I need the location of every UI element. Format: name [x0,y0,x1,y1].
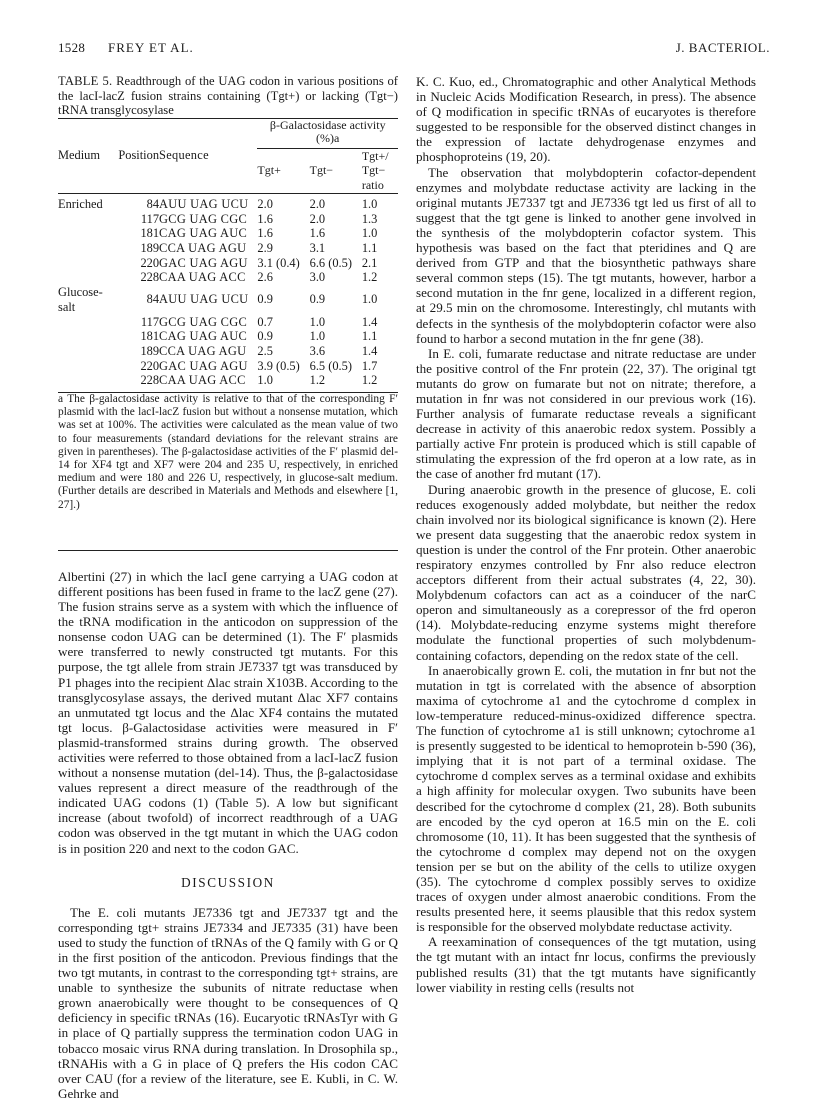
cell-tgt-minus: 2.0 [309,196,326,211]
cell-ratio: 1.3 [361,211,378,226]
cell-medium: Glucose-salt [58,285,103,314]
table-row [58,373,398,388]
cell-sequence: GAC UAG AGU [159,255,248,270]
cell-tgt-minus: 3.1 [309,241,326,255]
cell-position: 228 [140,373,160,388]
table-row [58,256,398,271]
header-tgt-minus: Tgt− [309,163,334,178]
cell-tgt-minus: 1.0 [309,329,326,344]
table-caption [58,74,398,118]
cell-medium: Enriched [58,196,103,211]
running-head-authors: FREY ET AL. [108,40,194,55]
table-5 [58,118,398,393]
cell-tgt-minus: 3.6 [309,343,326,358]
table-row [58,241,398,256]
cell-tgt-minus: 6.5 (0.5) [309,358,352,373]
cell-tgt-minus: 2.0 [309,211,326,226]
cell-ratio: 1.1 [361,241,378,255]
table-row [58,329,398,344]
cell-medium [58,315,118,330]
cell-medium [58,226,118,241]
cell-tgt-minus: 6.6 (0.5) [309,255,352,270]
cell-ratio: 1.0 [361,226,378,241]
cell-ratio: 1.4 [361,314,378,329]
cell-ratio: 1.2 [361,373,378,388]
left-column [58,74,398,1101]
right-column [416,74,756,995]
paragraph: Albertini (27) in which the lacI gene carrying a UAG codon at different positions has been fused in frame to the lacZ gene (27). The fusion strains serve as a system with which the influence of the tRNA modification in the anticodon on suppression of the nonsense codon UAG can be determined (1). The F′ plasmids were transferred to newly constructed tgt mutants. For this purpose, the tgt allele from strain JE7337 tgt was transduced by P1 phages into the recipient Δlac strain X103B. According to the transglycosylase assays, the derived mutant Δlac XF7 contains an unmutated tgt locus and the Δlac XF4 contains the mutated tgt locus. β-Galactosidase activities were measured in F′ plasmid-transformed strains during growth. The observed activities were referred to those obtained from a lacI-lacZ fusion without a nonsense mutation (del-14). Thus, the β-galactosidase values represent a direct measure of the readthrough of the indicated UAG codons (1) (Table 5). A low but significant increase (about twofold) of incorrect readthrough of a UAG codon was observed in the tgt mutant in which the UAG codon is in position 220 and next to the codon GAC. [58,568,398,856]
header-activity-group: β-Galactosidase activity (%)a [257,118,398,148]
cell-sequence: GCG UAG CGC [159,314,248,329]
cell-position: 117 [140,314,160,329]
cell-tgt-minus: 1.6 [309,226,326,241]
cell-sequence: CCA UAG AGU [159,343,247,358]
cell-tgt-plus: 0.9 [257,329,273,344]
cell-medium [58,212,118,227]
table-row [58,197,398,212]
cell-tgt-plus: 1.0 [257,373,273,388]
cell-tgt-plus: 2.5 [257,343,273,358]
discussion-heading: DISCUSSION [181,874,275,890]
cell-tgt-plus: 2.6 [257,270,273,285]
cell-position: 189 [140,241,160,255]
cell-tgt-plus: 1.6 [257,211,273,226]
cell-sequence: AUU UAG UCU [159,292,249,307]
paragraph: K. C. Kuo, ed., Chromatographic and other Analytical Methods in Nucleic Acids Modification Research, in press). The absence of Q modification in specific tRNAs of eucaryotes is therefore suggested to be responsible for the observed distinct changes in the expression of lactate dehydrogenase enzymes and phosphoproteins (19, 20). [416,74,756,165]
cell-ratio: 1.0 [361,292,378,307]
paragraph: In E. coli, fumarate reductase and nitrate reductase are under the positive control of the Fnr protein (22, 37). The original tgt mutants do grow on fumarate but not on nitrate; therefore, a mutation in fnr was not considered in our previous work (16). Further analysis of fumarate reductase reveals a significant decrease in activity of this anaerobic redox system. Possibly a partially active Fnr protein is produced which is still capable of stimulating the expression of the frd operon at a low rate, as in the case of another frd mutant (17). [416,345,756,482]
cell-position: 84 [146,292,160,307]
cell-tgt-plus: 0.9 [257,292,273,307]
cell-medium [58,359,118,374]
table-footnote: a The β-galactosidase activity is relative to that of the corresponding F′ plasmid with the lacI-lacZ fusion but without a nonsense mutation, which was set at 100%. The activities were calculated as the mean value of two to four measurements (standard deviations for the relevant strains are given in parentheses). The β-galactosidase activities of the F′ plasmid del-14 for XF4 tgt and XF7 were 204 and 235 U, respectively, in enriched medium and were 180 and 226 U, respectively, in glucose-salt medium. (Further details are described in Materials and Methods and elsewhere [1, 27].) [58,393,398,511]
table-row [58,285,398,314]
running-head-journal: J. BACTERIOL. [675,40,770,55]
cell-tgt-plus: 0.7 [257,314,273,329]
cell-ratio: 1.4 [361,343,378,358]
cell-medium [58,329,118,344]
table-row [58,226,398,241]
cell-position: 189 [140,343,160,358]
discussion-text [58,905,398,1101]
cell-sequence: CCA UAG AGU [159,241,247,255]
table-label: TABLE 5. [58,74,113,88]
cell-position: 220 [140,255,160,270]
cell-ratio: 2.1 [361,255,378,270]
cell-tgt-plus: 2.9 [257,241,273,255]
paragraph: The E. coli mutants JE7336 tgt and JE7337 tgt and the corresponding tgt+ strains JE7334 and JE7335 (31) have been used to study the function of tRNAs of the Q family with G or Q in the first position of the anticodon. Previous findings that the two tgt mutants, in contrast to the corresponding tgt+ strains, are unable to synthesize the subunits of nitrate reductase when grown anaerobically were thought to be consequences of Q deficiency in specific tRNAs (16). Eucaryotic tRNAsTyr with G in place of Q partially suppress the termination codon UAG in tobacco mosaic virus RNA during translation. In Drosophila sp., tRNAHis with a G in place of Q prefers the His codon CAC over CAU (for a review of the literature, see E. Kubli, in C. W. Gehrke and [58,904,398,1101]
paragraph: A reexamination of consequences of the tgt mutation, using the tgt mutant with an intact fnr locus, confirms the previously published results (31) that the tgt mutants have significantly lower viability in resting cells (results not [416,934,756,995]
cell-medium [58,256,118,271]
cell-medium [58,344,118,359]
cell-sequence: CAG UAG AUC [159,329,248,344]
table-row [58,212,398,227]
table-row [58,359,398,374]
cell-sequence: GCG UAG CGC [159,211,248,226]
cell-ratio: 1.7 [361,358,378,373]
cell-tgt-plus: 2.0 [257,196,273,211]
cell-position: 220 [140,358,160,373]
header-sequence: Sequence [159,118,257,193]
cell-sequence: GAC UAG AGU [159,358,248,373]
header-medium: Medium [58,118,118,193]
running-head [58,40,770,60]
cell-sequence: AUU UAG UCU [159,196,249,211]
cell-medium [58,241,118,256]
cell-tgt-minus: 0.9 [309,292,326,307]
cell-tgt-plus: 1.6 [257,226,273,241]
cell-medium [58,270,118,285]
cell-tgt-plus: 3.9 (0.5) [257,358,300,373]
table-caption-text: Readthrough of the UAG codon in various positions of the lacI-lacZ fusion strains containing (Tgt+) or lacking (Tgt−) tRNA transglycosylase [58,74,399,118]
cell-position: 228 [140,270,160,285]
paragraph: During anaerobic growth in the presence of glucose, E. coli reduces exogenously added molybdate, but neither the redox chain involved nor its biological significance is known (2). Here we present data suggesting that the anaerobic redox system in question is under the control of the Fnr protein. Other anaerobic respiratory enzymes controlled by Fnr also reduce electron acceptors different from their actual substrates (4, 22, 30). Molybdenum cofactors can act as a coinducer of the narC operon and simultaneously as a corepressor of the frd operon (14). Molybdate-reducing enzyme systems might therefore modulate the functional properties of such molybdenum-containing cofactors, depending on the redox state of the cell. [416,481,756,663]
table-body [58,197,398,388]
left-body-text [58,569,398,856]
paragraph: The observation that molybdopterin cofactor-dependent enzymes and molybdate reductase activity are lacking in the original mutants JE7337 tgt and JE7336 tgt led us first of all to suggest that the tgt gene is linked to another gene involved in the synthesis of the molybdopterin cofactor system. This hypothesis was based on the fact that pteridines and Q are derived from GTP and that the biosynthetic pathways share several common steps (15). The tgt mutants, however, harbor a second mutation in the fnr gene, localized in a different region, at 29.5 min on the chromosome. Interestingly, chl mutants with defects in the synthesis of the molybdopterin cofactor were also found to harbor a second mutation in the fnr gene (38). [416,164,756,346]
cell-position: 84 [146,196,160,211]
cell-position: 117 [140,211,160,226]
header-ratio: Tgt+/ Tgt− ratio [361,148,389,193]
cell-medium [58,373,118,388]
paragraph: In anaerobically grown E. coli, the mutation in fnr but not the mutation in tgt is correlated with the absence of absorption maxima of cytochrome a1 and the cytochrome d complex in low-temperature reduced-minus-oxidized difference spectra. The function of cytochrome a1 is still unknown; cytochrome a1 is presently suggested to be identical to hemoprotein b-590 (36), implying that it is not part of a terminal oxidase. The cytochrome d complex serves as a terminal oxidase and exhibits a high affinity for molecular oxygen. Two subunits have been described for the cytochrome d complex (21, 28). Both subunits are encoded by the cyd operon at 16.5 min on the E. coli chromosome (10, 11). It has been suggested that the synthesis of the cytochrome d complex may depend not on the oxygen tension per se but on the ability of the cells to utilize oxygen (35). The cytochrome d complex possibly serves to oxidize traces of oxygen under almost anaerobic conditions. From the results presented here, it seems plausible that this redox system is responsible for the observed molybdate reductase activity. [416,662,756,935]
cell-position: 181 [140,226,160,241]
cell-position: 181 [140,329,160,344]
cell-ratio: 1.1 [361,329,378,344]
cell-tgt-plus: 3.1 (0.4) [257,255,300,270]
cell-tgt-minus: 1.0 [309,314,326,329]
table-row [58,270,398,285]
cell-sequence: CAA UAG ACC [159,373,246,388]
divider [58,550,398,551]
header-tgt-plus: Tgt+ [257,163,281,178]
cell-sequence: CAA UAG ACC [159,270,246,285]
cell-tgt-minus: 1.2 [309,373,326,388]
page-number: 1528 [58,40,86,55]
table-row [58,344,398,359]
cell-tgt-minus: 3.0 [309,270,326,285]
cell-ratio: 1.2 [361,270,378,285]
table-row [58,315,398,330]
cell-sequence: CAG UAG AUC [159,226,248,241]
header-position: Position [118,118,159,193]
cell-ratio: 1.0 [361,196,378,211]
